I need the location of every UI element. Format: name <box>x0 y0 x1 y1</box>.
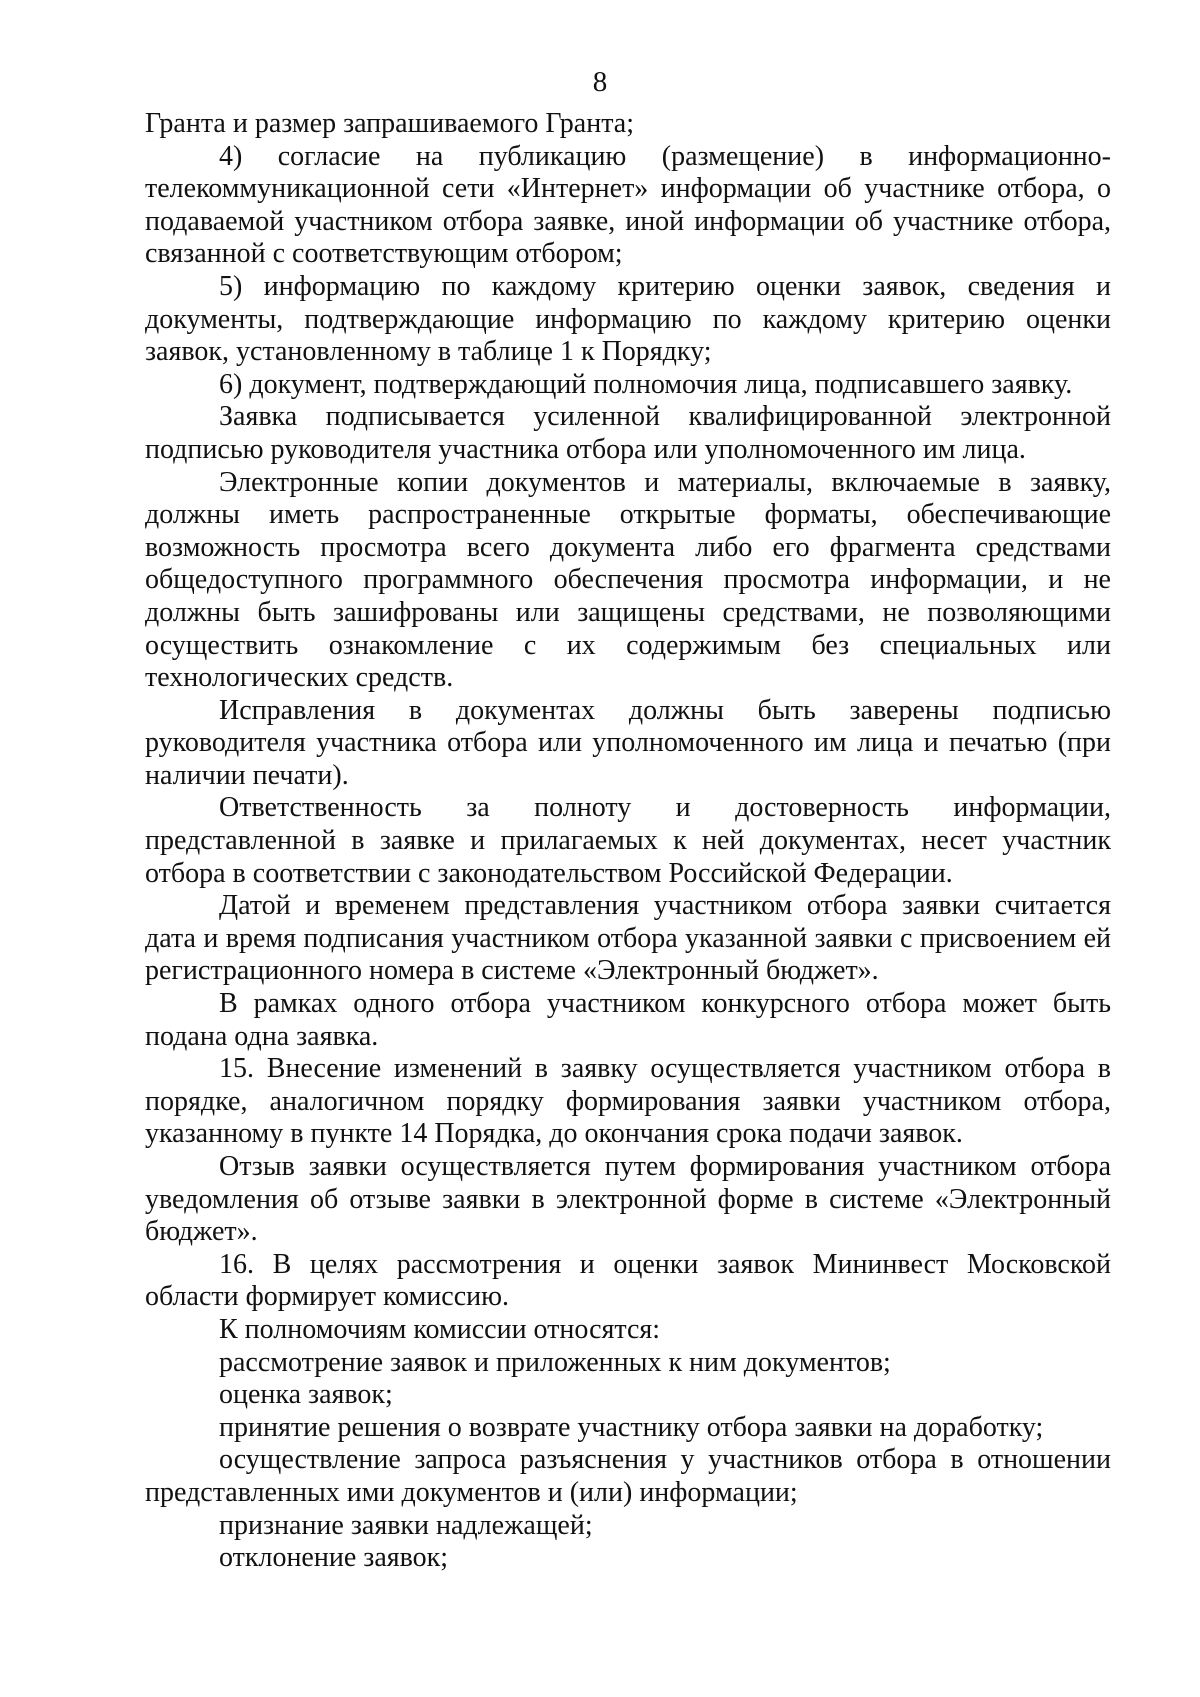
paragraph: Гранта и размер запрашиваемого Гранта; <box>145 108 634 139</box>
paragraph: В рамках одного отбора участником конкурсного отбора может быть подана одна заявка. <box>145 988 1111 1052</box>
paragraph: отклонение заявок; <box>219 1542 449 1574</box>
paragraph: К полномочиям комиссии относятся: <box>219 1313 661 1345</box>
paragraph: рассмотрение заявок и приложенных к ним документов; <box>219 1346 891 1378</box>
paragraph: осуществление запроса разъяснения у участников отбора в отношении представленных ими документов и (или) информации; <box>145 1444 1111 1508</box>
paragraph: оценка заявок; <box>219 1379 393 1411</box>
paragraph: 15. Внесение изменений в заявку осуществляется участником отбора в порядке, аналогичном порядку формирования заявки участником отбора, указанному в пункте 14 Порядка, до окончания срока подачи заявок. <box>145 1053 1111 1150</box>
paragraph: 6) документ, подтверждающий полномочия лица, подписавшего заявку. <box>219 368 1073 400</box>
paragraph: Ответственность за полноту и достоверность информации, представленной в заявке и прилагаемых к ней документах, несет участник отбора в соответствии с законодательством Российской Федерации. <box>145 792 1111 889</box>
paragraph: Исправления в документах должны быть заверены подписью руководителя участника отбора или уполномоченного им лица и печатью (при наличии печати). <box>145 694 1111 791</box>
paragraph: Датой и временем представления участником отбора заявки считается дата и время подписания участником отбора указанной заявки с присвоением ей регистрационного номера в системе «Электронный бюджет». <box>145 890 1111 987</box>
paragraph: Отзыв заявки осуществляется путем формирования участником отбора уведомления об отзыве заявки в электронной форме в системе «Электронный бюджет». <box>145 1151 1111 1248</box>
paragraph: Электронные копии документов и материалы, включаемые в заявку, должны иметь распространенные открытые форматы, обеспечивающие возможность просмотра всего документа либо его фрагмента средствами общедоступного программного обеспечения просмотра информации, и не должны быть зашифрованы или защищены средствами, не позволяющими осуществить ознакомление с их содержимым без специальных или технологических средств. <box>145 466 1111 694</box>
paragraph: 4) согласие на публикацию (размещение) в информационно-телекоммуникационной сети «Интернет» информации об участнике отбора, о подаваемой участником отбора заявке, иной информации об участнике отбора, связанной с соответствующим отбором; <box>145 140 1111 270</box>
paragraph: принятие решения о возврате участнику отбора заявки на доработку; <box>219 1411 1044 1443</box>
paragraph: Заявка подписывается усиленной квалифицированной электронной подписью руководителя участника отбора или уполномоченного им лица. <box>145 401 1111 465</box>
document-body <box>145 108 1111 1575</box>
page-number: 8 <box>592 66 608 98</box>
paragraph: 16. В целях рассмотрения и оценки заявок Мининвест Московской области формирует комиссию. <box>145 1248 1111 1313</box>
paragraph: 5) информацию по каждому критерию оценки заявок, сведения и документы, подтверждающие информацию по каждому критерию оценки заявок, установленному в таблице 1 к Порядку; <box>145 270 1111 368</box>
paragraph: признание заявки надлежащей; <box>219 1509 593 1541</box>
